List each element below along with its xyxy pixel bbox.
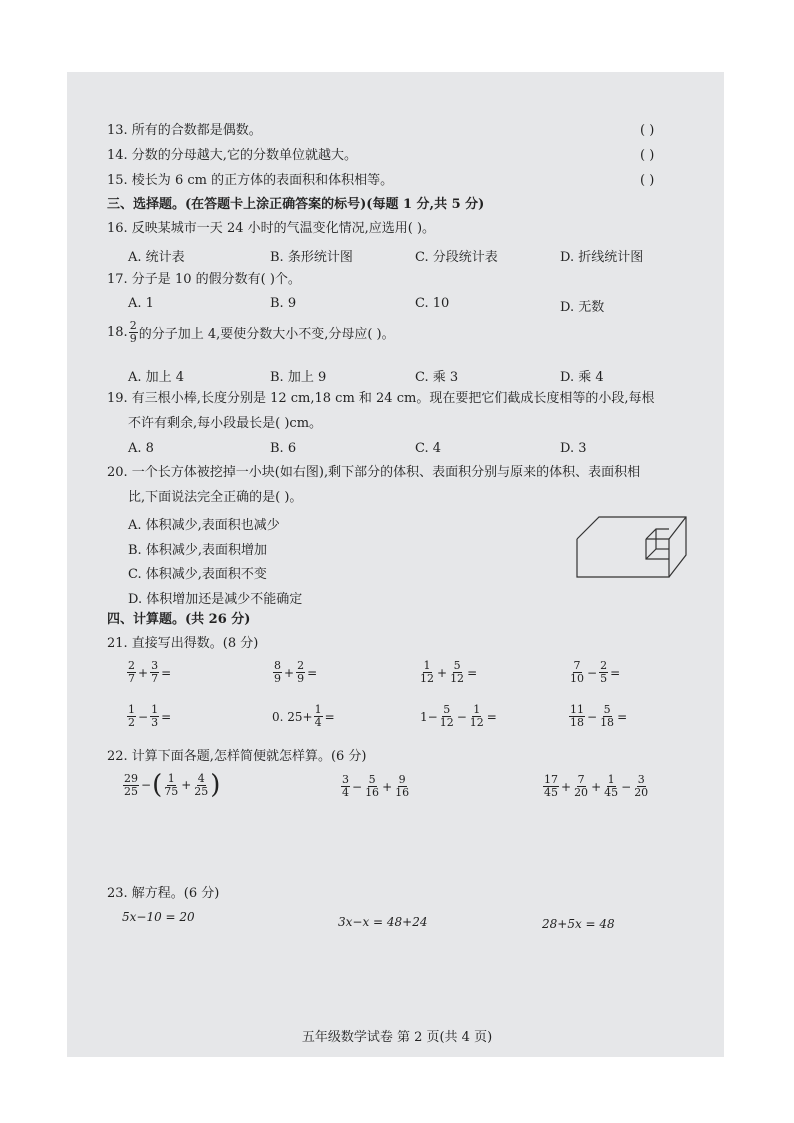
q18-number: 18. (107, 325, 128, 340)
den: 12 (420, 672, 434, 685)
q21-expr-6 (272, 704, 336, 729)
section-4-heading: 四、计算题。(共 26 分) (107, 612, 251, 627)
question-20-line2: 比,下面说法完全正确的是( )。 (128, 490, 303, 505)
num: 1 (151, 703, 159, 716)
minus-sign: − (587, 665, 598, 680)
q18-frac-den: 9 (129, 332, 137, 345)
minus-sign: − (141, 778, 152, 792)
den: 16 (395, 786, 410, 799)
q17-option-a[interactable]: A. 1 (128, 296, 154, 311)
plus-sign: + (561, 779, 572, 794)
question-23: 23. 解方程。(6 分) (107, 886, 220, 901)
question-22: 22. 计算下面各题,怎样简便就怎样算。(6 分) (107, 749, 367, 764)
num: 17 (544, 773, 558, 786)
num: 2 (128, 659, 135, 672)
den: 25 (194, 784, 209, 798)
q19-option-a[interactable]: A. 8 (128, 441, 154, 456)
den: 20 (574, 786, 589, 799)
question-19-line2: 不许有剩余,每小段最长是( )cm。 (128, 416, 323, 431)
equals-sign: = (467, 665, 478, 680)
equation-1: 5x−10 = 20 (122, 910, 195, 924)
q18-option-b[interactable]: B. 加上 9 (270, 370, 327, 385)
equals-sign: = (161, 665, 172, 680)
question-14: 14. 分数的分母越大,它的分数单位就越大。 (107, 148, 357, 163)
num: 1 (128, 703, 135, 716)
answer-paren-13[interactable]: ( ) (640, 123, 655, 138)
q18-option-a[interactable]: A. 加上 4 (128, 370, 185, 385)
question-13: 13. 所有的合数都是偶数。 (107, 123, 262, 138)
num: 1 (314, 703, 322, 716)
q21-expr-2 (272, 660, 318, 685)
den: 18 (600, 716, 615, 729)
minus-sign: − (621, 779, 632, 794)
q21-expr-5 (126, 704, 172, 729)
den: 2 (128, 716, 135, 729)
num: 3 (342, 773, 349, 786)
q16-option-d[interactable]: D. 折线统计图 (560, 250, 644, 265)
equation-2: 3x−x = 48+24 (338, 915, 428, 929)
q20-option-c[interactable]: C. 体积减少,表面积不变 (128, 567, 267, 582)
num: 7 (577, 773, 585, 786)
num: 4 (197, 771, 205, 785)
section-3-heading: 三、选择题。(在答题卡上涂正确答案的标号)(每题 1 分,共 5 分) (107, 197, 485, 212)
q16-option-a[interactable]: A. 统计表 (128, 250, 185, 265)
den: 16 (365, 786, 380, 799)
num: 2 (600, 659, 608, 672)
q16-option-b[interactable]: B. 条形统计图 (270, 250, 353, 265)
question-17: 17. 分子是 10 的假分数有( )个。 (107, 272, 301, 287)
q17-option-b[interactable]: B. 9 (270, 296, 297, 311)
equals-sign: = (324, 709, 335, 724)
question-16: 16. 反映某城市一天 24 小时的气温变化情况,应选用( )。 (107, 221, 436, 236)
plus-sign: + (284, 665, 295, 680)
num: 3 (151, 659, 159, 672)
num: 9 (398, 773, 406, 786)
num: 29 (124, 771, 138, 785)
answer-paren-15[interactable]: ( ) (640, 173, 655, 188)
num: 7 (573, 659, 581, 672)
den: 18 (570, 716, 584, 729)
den: 4 (314, 716, 322, 729)
num: 5 (453, 659, 461, 672)
den: 10 (570, 672, 584, 685)
num: 3 (637, 773, 645, 786)
den: 3 (151, 716, 159, 729)
plus-sign: + (138, 665, 149, 680)
q20-option-a[interactable]: A. 体积减少,表面积也减少 (128, 518, 280, 533)
q18-option-c[interactable]: C. 乘 3 (415, 370, 459, 385)
num: 5 (443, 703, 451, 716)
minus-sign: − (587, 709, 598, 724)
question-19-line1: 19. 有三根小棒,长度分别是 12 cm,18 cm 和 24 cm。现在要把它们截成长度相等的小段,每根 (107, 391, 655, 406)
q19-option-c[interactable]: C. 4 (415, 441, 442, 456)
question-20-line1: 20. 一个长方体被挖掉一小块(如右图),剩下部分的体积、表面积分别与原来的体积、表面积相 (107, 465, 641, 480)
q17-option-c[interactable]: C. 10 (415, 296, 450, 311)
num: 5 (603, 703, 611, 716)
equals-sign: = (486, 709, 497, 724)
num: 8 (274, 659, 281, 672)
lead-term: 1− (420, 709, 438, 724)
q22-expr-1 (122, 772, 220, 798)
page-footer: 五年级数学试卷 第 2 页(共 4 页) (301, 1030, 493, 1045)
q19-option-d[interactable]: D. 3 (560, 441, 587, 456)
den: 12 (439, 716, 454, 729)
den: 12 (450, 672, 465, 685)
left-paren: ( (152, 770, 163, 800)
q16-option-c[interactable]: C. 分段统计表 (415, 250, 498, 265)
equation-3: 28+5x = 48 (542, 917, 615, 931)
q20-option-b[interactable]: B. 体积减少,表面积增加 (128, 543, 267, 558)
q21-expr-7 (420, 704, 498, 729)
equals-sign: = (161, 709, 172, 724)
equals-sign: = (307, 665, 318, 680)
right-paren: ) (210, 770, 221, 800)
q21-expr-4 (568, 660, 621, 685)
q19-option-b[interactable]: B. 6 (270, 441, 297, 456)
num: 1 (607, 773, 615, 786)
num: 1 (423, 659, 431, 672)
den: 7 (128, 672, 135, 685)
den: 20 (634, 786, 649, 799)
minus-sign: − (352, 779, 363, 794)
minus-sign: − (138, 709, 149, 724)
plus-sign: + (591, 779, 602, 794)
q21-expr-3 (418, 660, 478, 685)
den: 45 (544, 786, 558, 799)
q22-expr-2 (340, 774, 411, 799)
den: 45 (604, 786, 619, 799)
den: 12 (469, 716, 484, 729)
den: 9 (297, 672, 305, 685)
q18-fraction (129, 320, 138, 345)
num: 1 (473, 703, 481, 716)
equals-sign: = (610, 665, 621, 680)
question-18 (107, 320, 395, 345)
num: 11 (570, 703, 584, 716)
num: 5 (368, 773, 376, 786)
cuboid-figure (574, 512, 689, 580)
answer-paren-14[interactable]: ( ) (640, 148, 655, 163)
den: 4 (342, 786, 349, 799)
plus-sign: + (181, 778, 192, 792)
den: 75 (164, 784, 179, 798)
den: 7 (151, 672, 159, 685)
q18-frac-num: 2 (129, 319, 137, 332)
den: 9 (274, 672, 281, 685)
plus-sign: + (382, 779, 393, 794)
den: 5 (600, 672, 608, 685)
question-15: 15. 棱长为 6 cm 的正方体的表面积和体积相等。 (107, 173, 394, 188)
num: 2 (297, 659, 305, 672)
q21-expr-8 (568, 704, 628, 729)
question-21: 21. 直接写出得数。(8 分) (107, 636, 259, 651)
plus-sign: + (437, 665, 448, 680)
q17-option-d[interactable]: D. 无数 (560, 300, 605, 315)
den: 25 (124, 784, 138, 798)
decimal-term: 0. 25+ (272, 709, 313, 724)
q18-option-d[interactable]: D. 乘 4 (560, 370, 604, 385)
q18-text: 的分子加上 4,要使分数大小不变,分母应( )。 (138, 327, 395, 342)
minus-sign: − (456, 709, 467, 724)
num: 1 (167, 771, 175, 785)
q21-expr-1 (126, 660, 172, 685)
q20-option-d[interactable]: D. 体积增加还是减少不能确定 (128, 592, 303, 607)
q22-expr-3 (542, 774, 650, 799)
equals-sign: = (617, 709, 628, 724)
